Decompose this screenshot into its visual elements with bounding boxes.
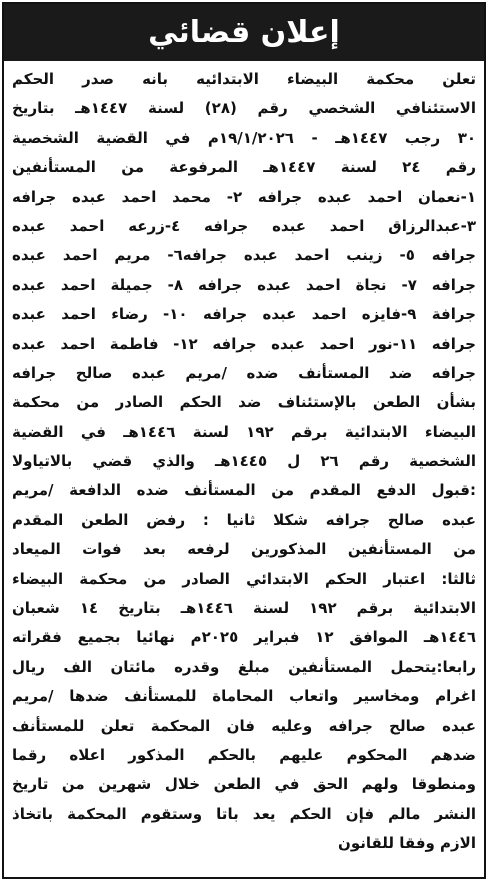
text-line-14: الشخصية رقم ٢٦ ل ١٤٤٥هـ والذي قضي بالاتياولا: [12, 452, 476, 471]
title-band: [4, 4, 484, 61]
text-line-8: جرافه ٧- نجاة احمد عبده جرافه ٨- جميلة احمد عبده: [12, 275, 476, 294]
text-line-26: النشر مالم فإن الحكم يعد باتا وستقوم المحكمة باتخاذ: [12, 804, 476, 823]
text-line-12: بشأن الطعن بالإستئناف ضد الحكم الصادر من محكمة: [12, 393, 476, 412]
text-line-25: ومنطوقا ولهم الحق في الطعن خلال شهرين من تاريخ: [12, 775, 476, 794]
text-line-11: جرافه ضد المستأنف ضده /مريم عبده صالح جرافه: [12, 363, 476, 382]
text-line-5: ١-نعمان احمد عبده جرافه ٢- محمد احمد عبده جرافه: [12, 187, 476, 206]
text-line-2: الاستئنافي الشخصي رقم (٢٨) لسنة ١٤٤٧هـ بتاريخ: [12, 99, 476, 118]
court-notice: [2, 2, 486, 879]
text-line-21: رابعا:يتحمل المستأنفين مبلغ وقدره مائتان الف ريال: [12, 657, 476, 676]
text-line-18: ثالثا: اعتبار الحكم الابتدائي الصادر من محكمة البيضاء: [12, 569, 476, 588]
text-line-13: البيضاء الابتدائية برقم ١٩٢ لسنة ١٤٤٦هـ في القضية: [12, 422, 476, 441]
text-line-10: جرافه ١١-نور احمد عبده جرافه ١٢- فاطمة احمد عبده: [12, 334, 476, 353]
text-line-27: الازم وفقا للقانون: [338, 834, 476, 853]
text-line-4: رقم ٢٤ لسنة ١٤٤٧هـ المرفوعة من المستأنفين: [12, 158, 476, 177]
text-line-15: :قبول الدفع المقدم من المستأنف ضده الدافعة /مريم: [12, 481, 476, 500]
text-line-3: ٣٠ رجب ١٤٤٧هـ - ١٩/١/٢٠٢٦م في القضية الشخصية: [12, 128, 476, 147]
text-line-22: اغرام ومخاسير واتعاب المحاماة للمستأنف ضدها /مريم: [12, 687, 476, 706]
text-line-23: عبده صالح جرافه وعليه فان المحكمة تعلن للمستأنف: [12, 716, 476, 735]
text-line-16: عبده صالح جرافه شكلا ثانيا : رفض الطعن المقدم: [12, 510, 476, 529]
notice-title: إعلان قضائي: [148, 15, 340, 50]
text-line-17: من المستأنفين المذكورين لرفعه بعد فوات الميعاد: [12, 540, 476, 559]
text-line-20: ١٤٤٦هـ الموافق ١٢ فبراير ٢٠٢٥م نهائيا بجميع فقراته: [12, 628, 476, 647]
text-line-6: ٣-عبدالرزاق احمد عبده جرافه ٤-زرعه احمد عبده: [12, 216, 476, 235]
text-line-19: الابتدائية برقم ١٩٢ لسنة ١٤٤٦هـ بتاريخ ١٤ شعبان: [12, 599, 476, 618]
text-line-9: جرافة ٩-فايزه احمد عبده جرافه ١٠- رضاء احمد عبده: [12, 305, 476, 324]
notice-body: [12, 65, 476, 859]
text-line-7: جرافه ٥- زينب احمد عبده جرافه٦- مريم احمد عبده: [12, 246, 476, 265]
text-line-1: تعلن محكمة البيضاء الابتدائيه بانه صدر الحكم: [12, 70, 476, 88]
text-line-24: ضدهم المحكوم عليهم بالحكم المذكور اعلاه رقما: [12, 745, 476, 764]
